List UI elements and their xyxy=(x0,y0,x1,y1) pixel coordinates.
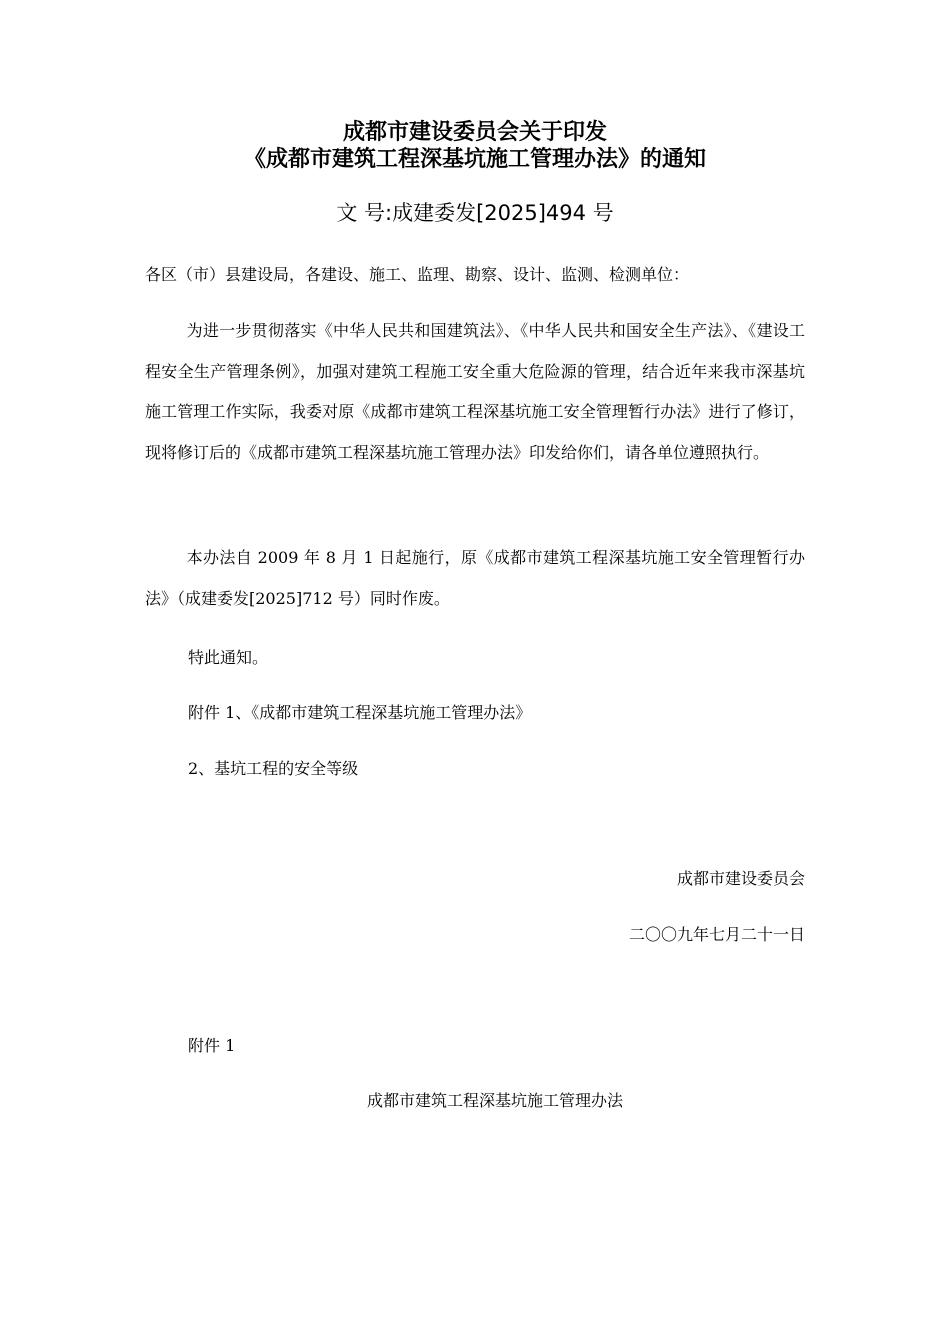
signature-date: 二〇〇九年七月二十一日 xyxy=(628,925,805,944)
attachment-list-item-1: 附件 1、《成都市建筑工程深基坑施工管理办法》 xyxy=(188,703,532,722)
document-title-line-2: 《成都市建筑工程深基坑施工管理办法》的通知 xyxy=(243,147,706,172)
addressee: 各区（市）县建设局，各建设、施工、监理、勘察、设计、监测、检测单位： xyxy=(145,265,690,284)
special-notice: 特此通知。 xyxy=(188,648,269,667)
body-paragraph-1: 为进一步贯彻落实《中华人民共和国建筑法》、《中华人民共和国安全生产法》、《建设工程安全生产管理条例》，加强对建筑工程施工安全重大危险源的管理，结合近年来我市深基坑施工管理工作实际，我委对原《成都市建筑工程深基坑施工安全管理暂行办法》进行了修订，现将修订后的《成都市建筑工程深基坑施工管理办法》印发给你们，请各单位遵照执行。 xyxy=(145,321,805,462)
document-title-line-1: 成都市建设委员会关于印发 xyxy=(342,120,607,145)
document-number: 文 号:成建委发[2025]494 号 xyxy=(336,201,614,225)
body-paragraph-2: 本办法自 2009 年 8 月 1 日起施行，原《成都市建筑工程深基坑施工安全管理暂行办法》（成建委发[2025]712 号）同时作废。 xyxy=(145,548,805,608)
attachment-title: 成都市建筑工程深基坑施工管理办法 xyxy=(366,1091,623,1110)
signature-organization: 成都市建设委员会 xyxy=(676,869,805,888)
attachment-label: 附件 1 xyxy=(188,1036,236,1055)
attachment-list-item-2: 2、基坑工程的安全等级 xyxy=(188,759,359,778)
